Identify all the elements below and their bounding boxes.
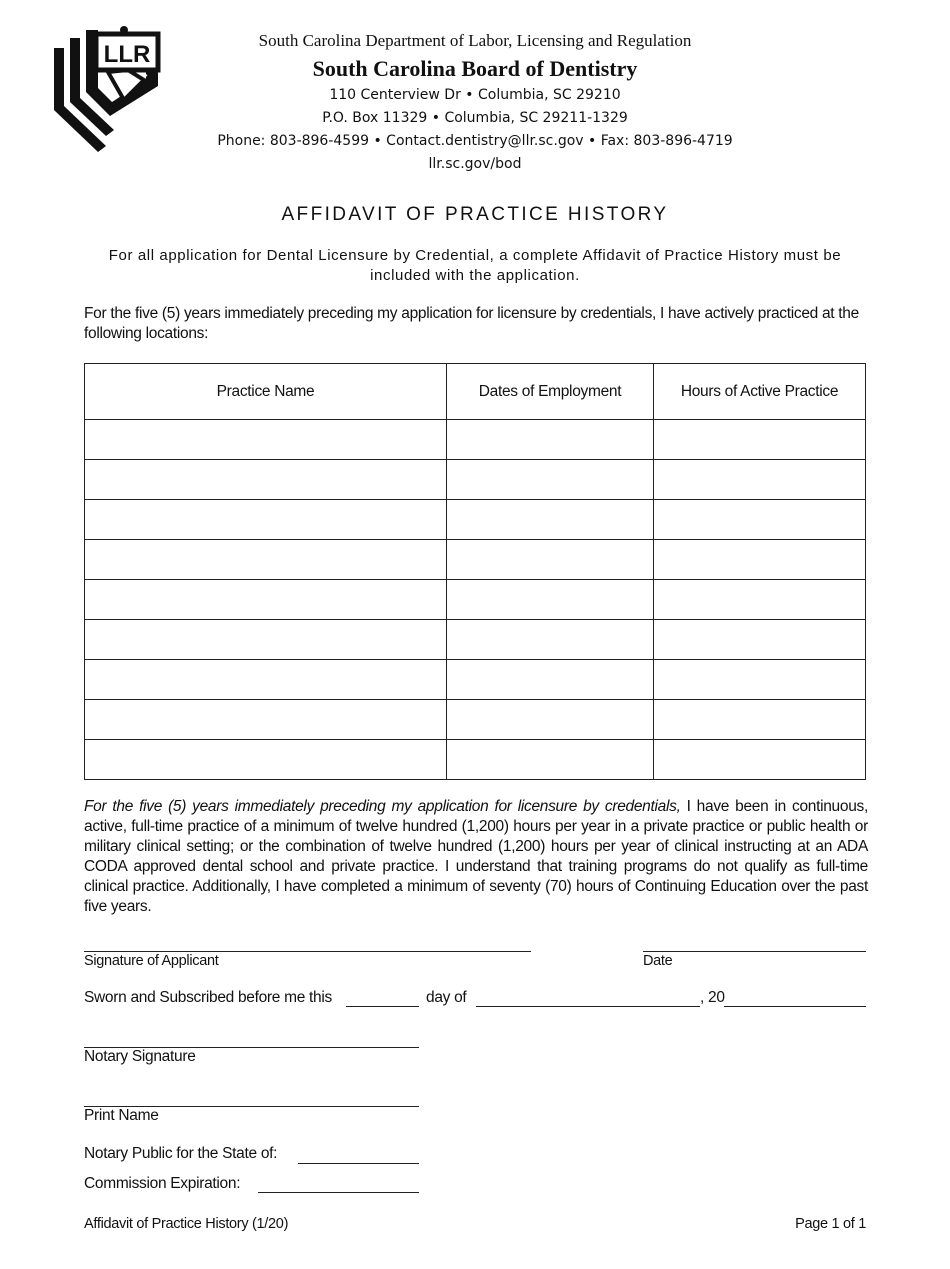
intro-text: For all application for Dental Licensure by Credential, a complete Affidavit of Practice History must be included with the application. [108,247,842,284]
notary-signature-label: Notary Signature [84,1048,196,1065]
table-row [85,540,866,580]
practice-name-cell[interactable] [85,700,447,740]
logo-text: LLR [103,41,151,68]
dates-cell[interactable] [447,420,654,460]
table-row [85,740,866,780]
notary-state-label: Notary Public for the State of: [84,1145,278,1162]
attestation-paragraph [84,797,868,917]
day-of-label: day of [426,989,467,1006]
dates-cell[interactable] [447,620,654,660]
hours-cell[interactable] [654,660,866,700]
address-line-1: 110 Centerview Dr • Columbia, SC 29210 [329,87,621,103]
llr-logo [50,22,162,154]
dates-cell[interactable] [447,540,654,580]
notary-state-line[interactable] [298,1163,419,1164]
lead-text: For the five (5) years immediately preceding my application for licensure by credentials, I have actively practiced at the following locations: [84,305,859,342]
table-row [85,500,866,540]
commission-line[interactable] [258,1192,419,1193]
website: llr.sc.gov/bod [428,156,522,172]
sworn-day-line[interactable] [346,1006,419,1007]
dates-cell[interactable] [447,500,654,540]
hours-cell[interactable] [654,420,866,460]
form-id: Affidavit of Practice History (1/20) [84,1216,289,1232]
board-name: South Carolina Board of Dentistry [312,56,638,81]
sworn-month-line[interactable] [476,1006,700,1007]
date-line[interactable] [643,951,866,952]
hours-cell[interactable] [654,620,866,660]
dates-cell[interactable] [447,660,654,700]
hours-cell[interactable] [654,540,866,580]
practice-name-cell[interactable] [85,540,447,580]
practice-name-cell[interactable] [85,500,447,540]
dates-cell[interactable] [447,700,654,740]
hours-cell[interactable] [654,740,866,780]
practice-name-cell[interactable] [85,620,447,660]
commission-label: Commission Expiration: [84,1175,241,1192]
dates-cell[interactable] [447,460,654,500]
attestation-body: I have been in continuous, active, full-time practice of a minimum of twelve hundred (1,200) hours per year in a private practice or public health or military clinical setting; or the combination of twelve hundred (1,200) hours per year of clinical instructing at an ADA CODA approved dental school and private practice. I understand that training programs do not qualify as full-time clinical practice. Additionally, I have completed a minimum of seventy (70) hours of Continuing Education over the past five years. [84,798,868,915]
table-row [85,620,866,660]
applicant-signature-line[interactable] [84,951,531,952]
hours-cell[interactable] [654,580,866,620]
page-number: Page 1 of 1 [795,1216,866,1232]
table-row [85,420,866,460]
sworn-year-line[interactable] [724,1006,866,1007]
practice-locations-table [84,363,866,780]
department-name: South Carolina Department of Labor, Licensing and Regulation [258,31,692,50]
practice-name-cell[interactable] [85,740,447,780]
table-row [85,660,866,700]
practice-name-cell[interactable] [85,660,447,700]
sworn-prefix: Sworn and Subscribed before me this [84,989,332,1006]
header-practice-name: Practice Name [85,364,447,420]
contact-line: Phone: 803-896-4599 • Contact.dentistry@llr.sc.gov • Fax: 803-896-4719 [217,133,733,149]
table-row [85,700,866,740]
header-dates-of-employment: Dates of Employment [447,364,654,420]
hours-cell[interactable] [654,500,866,540]
print-name-label: Print Name [84,1107,159,1124]
year-prefix: , 20 [700,989,725,1006]
practice-name-cell[interactable] [85,460,447,500]
practice-name-cell[interactable] [85,420,447,460]
applicant-signature-label: Signature of Applicant [84,953,219,969]
hours-cell[interactable] [654,460,866,500]
dates-cell[interactable] [447,740,654,780]
table-row [85,460,866,500]
practice-name-cell[interactable] [85,580,447,620]
hours-cell[interactable] [654,700,866,740]
attestation-italic: For the five (5) years immediately preceding my application for licensure by credentials, [84,798,681,815]
date-label: Date [643,953,673,969]
header-hours-of-active-practice: Hours of Active Practice [654,364,866,420]
page-title: AFFIDAVIT OF PRACTICE HISTORY [281,204,669,225]
table-row [85,580,866,620]
address-line-2: P.O. Box 11329 • Columbia, SC 29211-1329 [322,110,628,126]
dates-cell[interactable] [447,580,654,620]
